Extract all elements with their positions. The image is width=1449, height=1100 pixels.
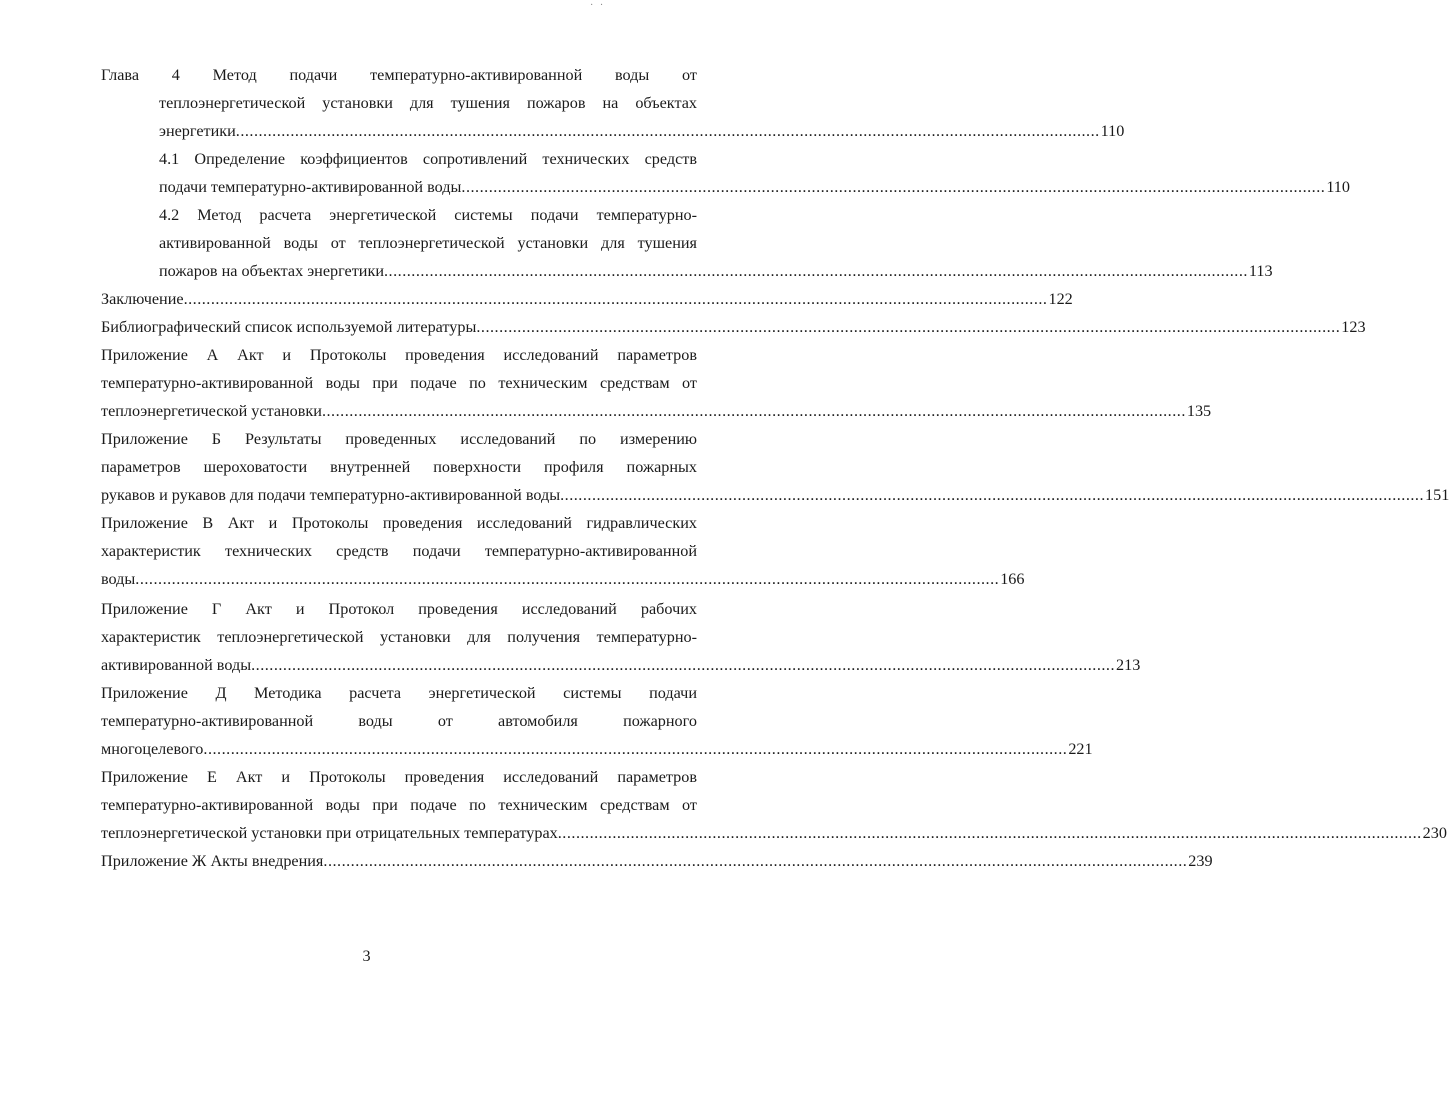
toc-appendix-d-line1: Приложение Д Методика расчета энергетической системы подачи xyxy=(101,684,697,702)
toc-section42-line3 xyxy=(159,258,1273,284)
toc-appendix-b-line2: параметров шероховатости внутренней поверхности профиля пожарных xyxy=(101,458,697,476)
toc-appendix-a-line3 xyxy=(101,398,1212,424)
toc-appendix-g-page: 213 xyxy=(1116,656,1141,674)
dot-leader: .............................................................................................................................................................................................. xyxy=(560,486,1425,504)
toc-appendix-g-line2: характеристик теплоэнергетической установки для получения температурно- xyxy=(101,628,697,646)
dot-leader: .............................................................................................................................................................................................. xyxy=(321,402,1186,420)
toc-appendix-zh xyxy=(101,848,1213,874)
toc-appendix-e-line1: Приложение Е Акт и Протоколы проведения исследований параметров xyxy=(101,768,697,786)
dot-leader: .............................................................................................................................................................................................. xyxy=(183,290,1048,308)
toc-bibliography xyxy=(101,314,1366,340)
dot-leader: .............................................................................................................................................................................................. xyxy=(251,656,1115,674)
toc-section41-line2 xyxy=(159,174,1350,200)
toc-appendix-e-line3 xyxy=(101,820,1447,846)
dot-leader: .............................................................................................................................................................................................. xyxy=(235,122,1100,140)
toc-conclusion-page: 122 xyxy=(1048,290,1073,308)
toc-appendix-b-title-end: рукавов и рукавов для подачи температурно-активированной воды xyxy=(101,486,561,504)
toc-section41-title-end: подачи температурно-активированной воды xyxy=(159,178,462,196)
toc-appendix-v-line3 xyxy=(101,566,1025,592)
toc-appendix-a-page: 135 xyxy=(1186,402,1212,420)
toc-appendix-e-title-end: теплоэнергетической установки при отрицательных температурах xyxy=(101,824,558,842)
toc-conclusion xyxy=(101,286,1073,312)
toc-section42-line2: активированной воды от теплоэнергетической установки для тушения xyxy=(159,234,697,252)
toc-chapter4-title-end: энергетики xyxy=(159,122,236,140)
toc-appendix-g-line3 xyxy=(101,652,1141,678)
toc-appendix-a-title-end: теплоэнергетической установки xyxy=(101,402,322,420)
toc-chapter4-page: 110 xyxy=(1100,122,1125,140)
toc-appendix-g-title-end: активированной воды xyxy=(101,656,252,674)
toc-appendix-d-page: 221 xyxy=(1068,740,1093,758)
toc-chapter4-line1: Глава 4 Метод подачи температурно-активированной воды от xyxy=(101,66,697,84)
toc-appendix-a-line2: температурно-активированной воды при подаче по техническим средствам от xyxy=(101,374,697,392)
toc-appendix-zh-title: Приложение Ж Акты внедрения xyxy=(101,852,324,870)
toc-appendix-v-line1: Приложение В Акт и Протоколы проведения исследований гидравлических xyxy=(101,514,697,532)
dot-leader: .............................................................................................................................................................................................. xyxy=(476,318,1341,336)
toc-appendix-d-line2: температурно-активированной воды от автомобиля пожарного xyxy=(101,712,697,730)
toc-section42-line1: 4.2 Метод расчета энергетической системы подачи температурно- xyxy=(159,206,697,224)
toc-appendix-b-page: 151 xyxy=(1425,486,1449,504)
toc-appendix-b-line1: Приложение Б Результаты проведенных исследований по измерению xyxy=(101,430,697,448)
toc-appendix-v-title-end: воды xyxy=(101,570,136,588)
dot-leader: .............................................................................................................................................................................................. xyxy=(203,740,1068,758)
dot-leader: .............................................................................................................................................................................................. xyxy=(384,262,1248,280)
toc-section41-page: 110 xyxy=(1326,178,1350,196)
toc-appendix-zh-page: 239 xyxy=(1188,852,1213,870)
toc-appendix-b-line3 xyxy=(101,482,1449,508)
toc-appendix-g-line1: Приложение Г Акт и Протокол проведения исследований рабочих xyxy=(101,600,697,618)
toc-chapter4-line3 xyxy=(159,118,1125,144)
scan-marks: · · xyxy=(590,0,606,11)
toc-appendix-e-line2: температурно-активированной воды при подаче по техническим средствам от xyxy=(101,796,697,814)
page-number: 3 xyxy=(362,947,371,965)
toc-appendix-e-page: 230 xyxy=(1422,824,1447,842)
toc-appendix-v-line2: характеристик технических средств подачи температурно-активированной xyxy=(101,542,697,560)
dot-leader: .............................................................................................................................................................................................. xyxy=(461,178,1326,196)
toc-bibliography-title: Библиографический список используемой литературы xyxy=(101,318,477,336)
toc-bibliography-page: 123 xyxy=(1341,318,1366,336)
toc-conclusion-title: Заключение xyxy=(101,290,184,308)
toc-appendix-d-title-end: многоцелевого xyxy=(101,740,204,758)
toc-section42-page: 113 xyxy=(1248,262,1273,280)
toc-appendix-a-line1: Приложение А Акт и Протоколы проведения исследований параметров xyxy=(101,346,697,364)
dot-leader: .............................................................................................................................................................................................. xyxy=(557,824,1422,842)
toc-chapter4-line2: теплоэнергетической установки для тушения пожаров на объектах xyxy=(159,94,697,112)
toc-section41-line1: 4.1 Определение коэффициентов сопротивлений технических средств xyxy=(159,150,697,168)
toc-section42-title-end: пожаров на объектах энергетики xyxy=(159,262,384,280)
dot-leader: .............................................................................................................................................................................................. xyxy=(323,852,1188,870)
toc-appendix-v-page: 166 xyxy=(1000,570,1025,588)
dot-leader: .............................................................................................................................................................................................. xyxy=(135,570,1000,588)
toc-appendix-d-line3 xyxy=(101,736,1093,762)
